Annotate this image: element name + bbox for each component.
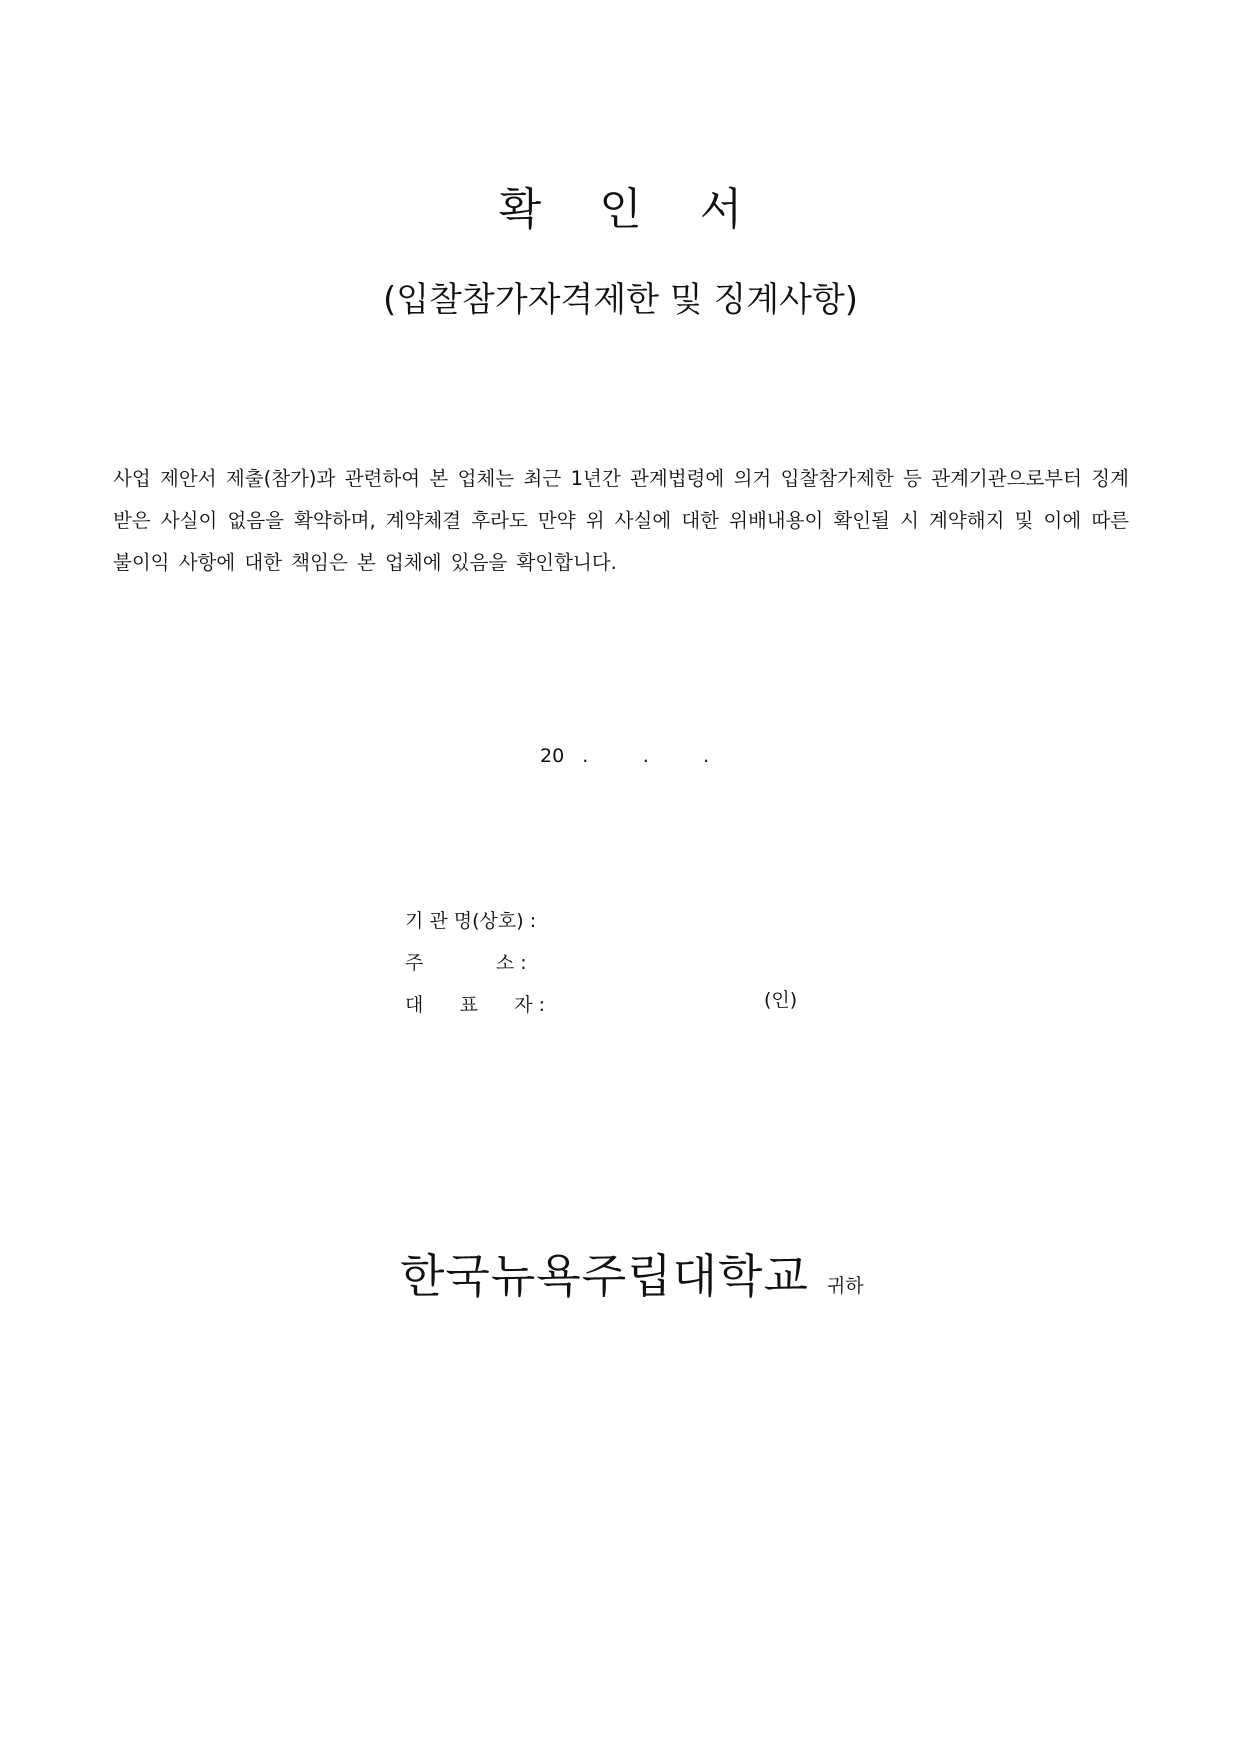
field-address xyxy=(405,948,555,990)
recipient xyxy=(400,1240,864,1306)
document-title: 확 인 서 xyxy=(498,184,765,235)
signature-fields xyxy=(405,906,555,1032)
confirmation-statement: 사업 제안서 제출(참가)과 관련하여 본 업체는 최근 1년간 관계법령에 의거 입찰참가제한 등 관계기관으로부터 징계 받은 사실이 없음을 확약하며, 계약체결 후라도 만약 위 사실에 대한 위배내용이 확인될 시 계약해지 및 이에 따른 불이익 사항에 대한 책임은 본 업체에 있음을 확인합니다. xyxy=(113,467,1129,574)
field-label: 대 표 자 : xyxy=(405,994,545,1016)
date-line: 20 . . . xyxy=(540,745,710,767)
field-organization-name xyxy=(405,906,555,948)
field-label: 기 관 명(상호) : xyxy=(405,910,537,932)
document-subtitle: (입찰참가자격제한 및 징계사항) xyxy=(382,280,859,320)
field-label: 주 소 : xyxy=(405,952,527,974)
recipient-suffix: 귀하 xyxy=(826,1275,864,1297)
field-representative xyxy=(405,990,555,1032)
seal-marker: (인) xyxy=(764,989,798,1011)
recipient-name: 한국뉴욕주립대학교 xyxy=(400,1249,809,1303)
